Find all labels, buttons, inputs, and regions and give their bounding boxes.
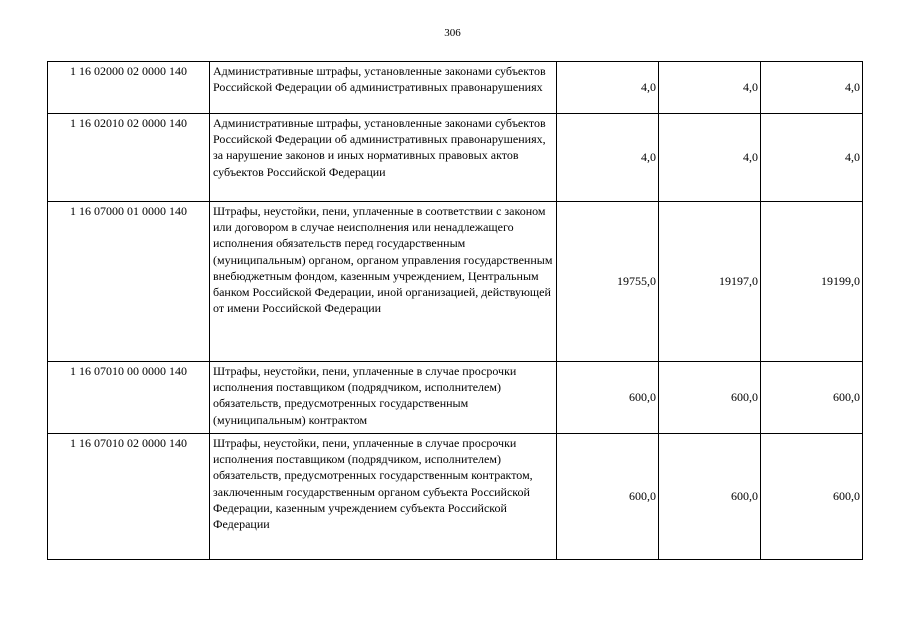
amount-year-1-cell: 600,0 — [557, 362, 659, 434]
amount-year-2-cell: 600,0 — [659, 362, 761, 434]
budget-code-cell: 1 16 02000 02 0000 140 — [48, 62, 210, 114]
page-number: 306 — [444, 27, 461, 39]
revenue-name-cell: Штрафы, неустойки, пени, уплаченные в случае просрочки исполнения поставщиком (подрядчиком, исполнителем) обязательств, предусмотренных государственным контрактом, заключенным государственным органом субъекта Российской Федерации, казенным учреждением субъекта Российской Федерации — [210, 434, 557, 560]
amount-year-1-cell: 19755,0 — [557, 202, 659, 362]
amount-year-1-cell: 600,0 — [557, 434, 659, 560]
amount-year-3-cell: 600,0 — [761, 434, 863, 560]
table-row — [48, 114, 863, 202]
amount-year-3-cell: 4,0 — [761, 62, 863, 114]
amount-year-2-cell: 19197,0 — [659, 202, 761, 362]
table-row — [48, 202, 863, 362]
revenue-name-cell: Штрафы, неустойки, пени, уплаченные в случае просрочки исполнения поставщиком (подрядчиком, исполнителем) обязательств, предусмотренных государственным (муниципальным) контрактом — [210, 362, 557, 434]
table-row — [48, 434, 863, 560]
budget-code-cell: 1 16 02010 02 0000 140 — [48, 114, 210, 202]
amount-year-3-cell: 4,0 — [761, 114, 863, 202]
budget-code-cell: 1 16 07010 02 0000 140 — [48, 434, 210, 560]
revenue-name-cell: Штрафы, неустойки, пени, уплаченные в соответствии с законом или договором в случае неисполнения или ненадлежащего исполнения обязательств перед государственным (муниципальным) органом, органом управления государственным внебюджетным фондом, казенным учреждением, Центральным банком Российской Федерации, иной организацией, действующей от имени Российской Федерации — [210, 202, 557, 362]
table-row — [48, 362, 863, 434]
budget-code-cell: 1 16 07000 01 0000 140 — [48, 202, 210, 362]
amount-year-1-cell: 4,0 — [557, 62, 659, 114]
amount-year-2-cell: 600,0 — [659, 434, 761, 560]
table-row — [48, 62, 863, 114]
amount-year-3-cell: 19199,0 — [761, 202, 863, 362]
revenue-name-cell: Административные штрафы, установленные законами субъектов Российской Федерации об административных правонарушениях, за нарушение законов и иных нормативных правовых актов субъектов Российской Федерации — [210, 114, 557, 202]
budget-code-cell: 1 16 07010 00 0000 140 — [48, 362, 210, 434]
amount-year-2-cell: 4,0 — [659, 62, 761, 114]
amount-year-1-cell: 4,0 — [557, 114, 659, 202]
revenue-name-cell: Административные штрафы, установленные законами субъектов Российской Федерации об административных правонарушениях — [210, 62, 557, 114]
amount-year-3-cell: 600,0 — [761, 362, 863, 434]
amount-year-2-cell: 4,0 — [659, 114, 761, 202]
budget-revenue-table — [47, 61, 863, 560]
